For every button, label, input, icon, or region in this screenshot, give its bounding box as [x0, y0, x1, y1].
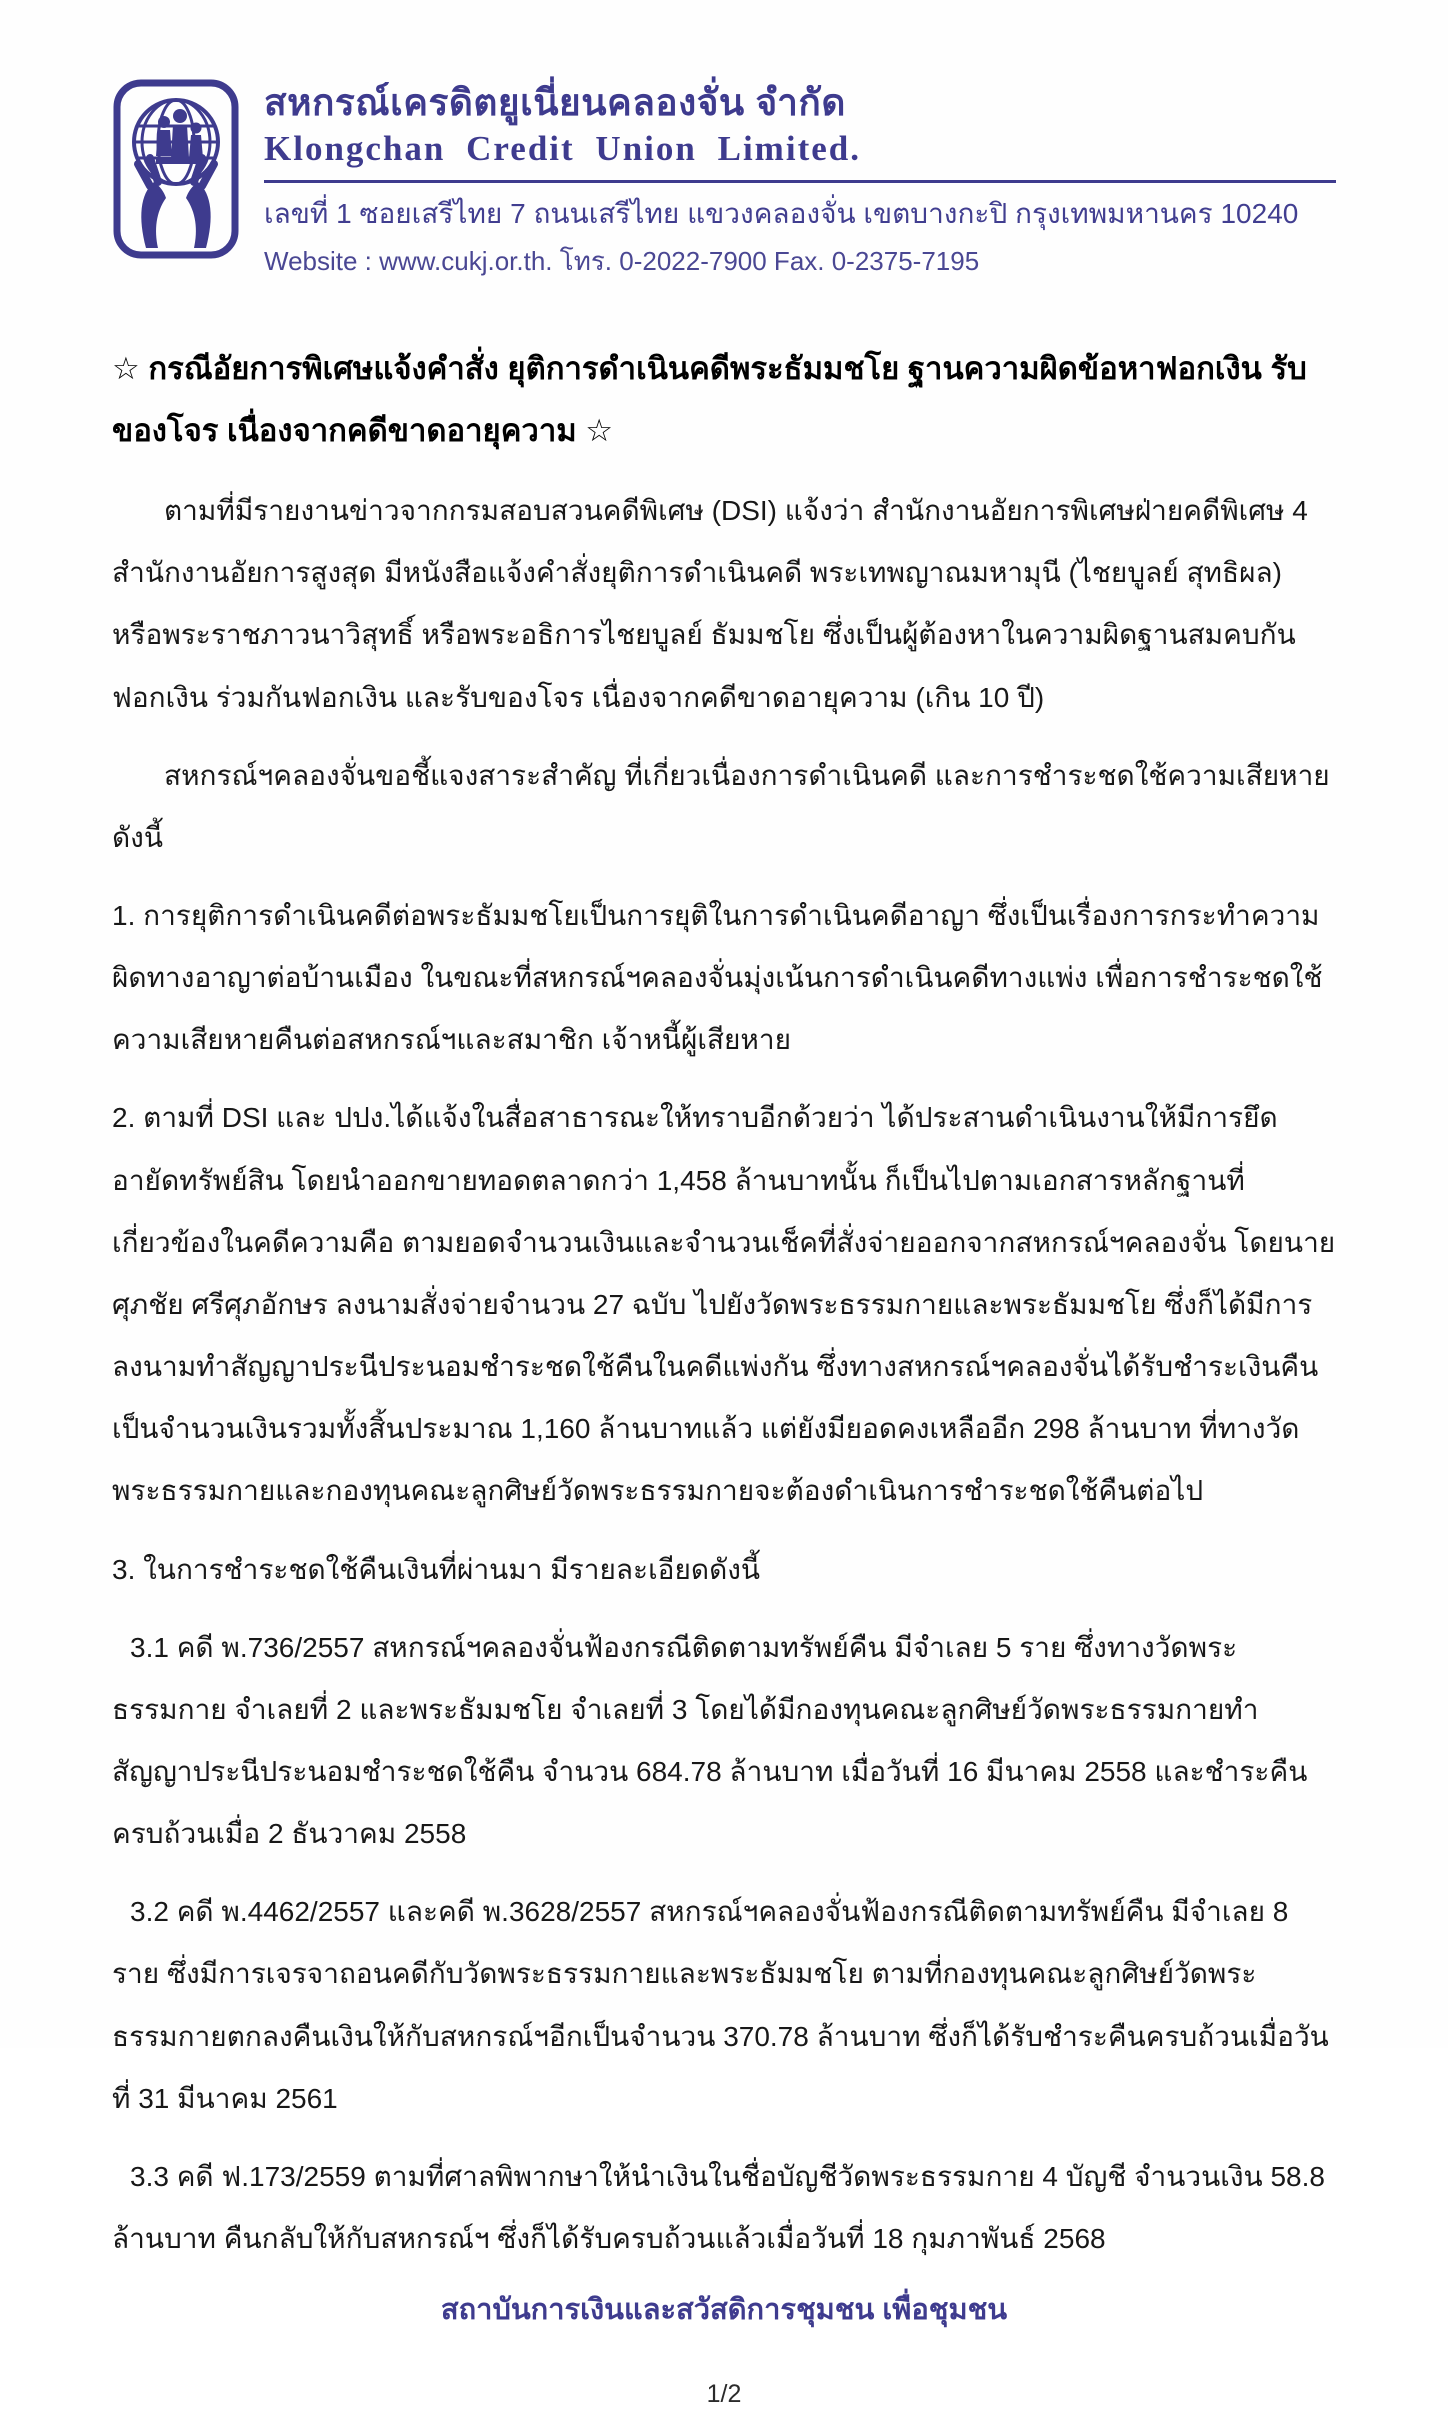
- paragraph-item-3-1: 3.1 คดี พ.736/2557 สหกรณ์ฯคลองจั่นฟ้องกรณีติดตามทรัพย์คืน มีจำเลย 5 ราย ซึ่งทางวัดพระธรรมกาย จำเลยที่ 2 และพระธัมมชโย จำเลยที่ 3 โดยได้มีกองทุนคณะลูกศิษย์วัดพระธรรมกายทำสัญญาประนีประนอมชำระชดใช้คืน จำนวน 684.78 ล้านบาท เมื่อวันที่ 16 มีนาคม 2558 และชำระคืนครบถ้วนเมื่อ 2 ธันวาคม 2558: [112, 1631, 1308, 1850]
- letterhead: [112, 78, 1336, 282]
- paragraph-intro-2: สหกรณ์ฯคลองจั่นขอชี้แจงสาระสำคัญ ที่เกี่ยวเนื่องการดำเนินคดี และการชำระชดใช้ความเสียหาย ดังนี้: [112, 759, 1330, 853]
- credit-union-logo: [112, 78, 240, 260]
- paragraph-item-3: 3. ในการชำระชดใช้คืนเงินที่ผ่านมา มีรายละเอียดดังนี้: [112, 1553, 761, 1585]
- globe-icon: [134, 100, 218, 184]
- paragraph-item-1: 1. การยุติการดำเนินคดีต่อพระธัมมชโยเป็นการยุติในการดำเนินคดีอาญา ซึ่งเป็นเรื่องการกระทำความผิดทางอาญาต่อบ้านเมือง ในขณะที่สหกรณ์ฯคลองจั่นมุ่งเน้นการดำเนินคดีทางแพ่ง เพื่อการชำระชดใช้ความเสียหายคืนต่อสหกรณ์ฯและสมาชิก เจ้าหนี้ผู้เสียหาย: [112, 899, 1323, 1056]
- paragraph-item-3-3: 3.3 คดี ฟ.173/2559 ตามที่ศาลพิพากษาให้นำเงินในชื่อบัญชีวัดพระธรรมกาย 4 บัญชี จำนวนเงิน 58.8 ล้านบาท คืนกลับให้กับสหกรณ์ฯ ซึ่งก็ได้รับครบถ้วนแล้วเมื่อวันที่ 18 กุมภาพันธ์ 2568: [112, 2160, 1325, 2255]
- org-contact: Website : www.cukj.or.th. โทร. 0-2022-7900 Fax. 0-2375-7195: [264, 246, 980, 277]
- hands-icon: [138, 158, 214, 248]
- page-number: 1/2: [706, 2380, 742, 2409]
- document-footer: [112, 2286, 1336, 2423]
- document-title: ☆ กรณีอัยการพิเศษแจ้งคำสั่ง ยุติการดำเนินคดีพระธัมมชโย ฐานความผิดข้อหาฟอกเงิน รับของโจร เนื่องจากคดีขาดอายุความ ☆: [112, 351, 1307, 449]
- footer-slogan: สถาบันการเงินและสวัสดิการชุมชน เพื่อชุมชน: [440, 2294, 1008, 2327]
- org-address: เลขที่ 1 ซอยเสรีไทย 7 ถนนเสรีไทย แขวงคลองจั่น เขตบางกะปิ กรุงเทพมหานคร 10240: [264, 198, 1299, 230]
- org-name-thai: สหกรณ์เครดิตยูเนี่ยนคลองจั่น จำกัด: [264, 82, 846, 123]
- paragraph-intro-1: ตามที่มีรายงานข่าวจากกรมสอบสวนคดีพิเศษ (DSI) แจ้งว่า สำนักงานอัยการพิเศษฝ่ายคดีพิเศษ 4 สำนักงานอัยการสูงสุด มีหนังสือแจ้งคำสั่งยุติการดำเนินคดี พระเทพญาณมหามุนี (ไชยบูลย์ สุทธิผล) หรือพระราชภาวนาวิสุทธิ์ หรือพระอธิการไชยบูลย์ ธัมมชโย ซึ่งเป็นผู้ต้องหาในความผิดฐานสมคบกันฟอกเงิน ร่วมกันฟอกเงิน และรับของโจร เนื่องจากคดีขาดอายุความ (เกิน 10 ปี): [112, 495, 1308, 713]
- letterhead-text: [264, 78, 1336, 282]
- hands-globe-family-icon: [112, 78, 240, 260]
- family-icon: [156, 109, 204, 164]
- letterhead-divider: [264, 180, 1336, 183]
- paragraph-item-2: 2. ตามที่ DSI และ ปปง.ได้แจ้งในสื่อสาธารณะให้ทราบอีกด้วยว่า ได้ประสานดำเนินงานให้มีการยึดอายัดทรัพย์สิน โดยนำออกขายทอดตลาดกว่า 1,458 ล้านบาทนั้น ก็เป็นไปตามเอกสารหลักฐานที่เกี่ยวข้องในคดีความคือ ตามยอดจำนวนเงินและจำนวนเช็คที่สั่งจ่ายออกจากสหกรณ์ฯคลองจั่น โดยนายศุภชัย ศรีศุภอักษร ลงนามสั่งจ่ายจำนวน 27 ฉบับ ไปยังวัดพระธรรมกายและพระธัมมชโย ซึ่งก็ได้มีการลงนามทำสัญญาประนีประนอมชำระชดใช้คืนในคดีแพ่งกัน ซึ่งทางสหกรณ์ฯคลองจั่นได้รับชำระเงินคืนเป็นจำนวนเงินรวมทั้งสิ้นประมาณ 1,160 ล้านบาทแล้ว แต่ยังมียอดคงเหลืออีก 298 ล้านบาท ที่ทางวัดพระธรรมกายและกองทุนคณะลูกศิษย์วัดพระธรรมกายจะต้องดำเนินการชำระชดใช้คืนต่อไป: [112, 1102, 1336, 1507]
- org-name-english: Klongchan Credit Union Limited.: [264, 129, 861, 169]
- document-body: [112, 480, 1336, 2286]
- paragraph-item-3-2: 3.2 คดี พ.4462/2557 และคดี พ.3628/2557 สหกรณ์ฯคลองจั่นฟ้องกรณีติดตามทรัพย์คืน มีจำเลย 8 ราย ซึ่งมีการเจรจาถอนคดีกับวัดพระธรรมกายและพระธัมมชโย ตามที่กองทุนคณะลูกศิษย์วัดพระธรรมกายตกลงคืนเงินให้กับสหกรณ์ฯอีกเป็นจำนวน 370.78 ล้านบาท ซึ่งก็ได้รับชำระคืนครบถ้วนเมื่อวันที่ 31 มีนาคม 2561: [112, 1896, 1329, 2114]
